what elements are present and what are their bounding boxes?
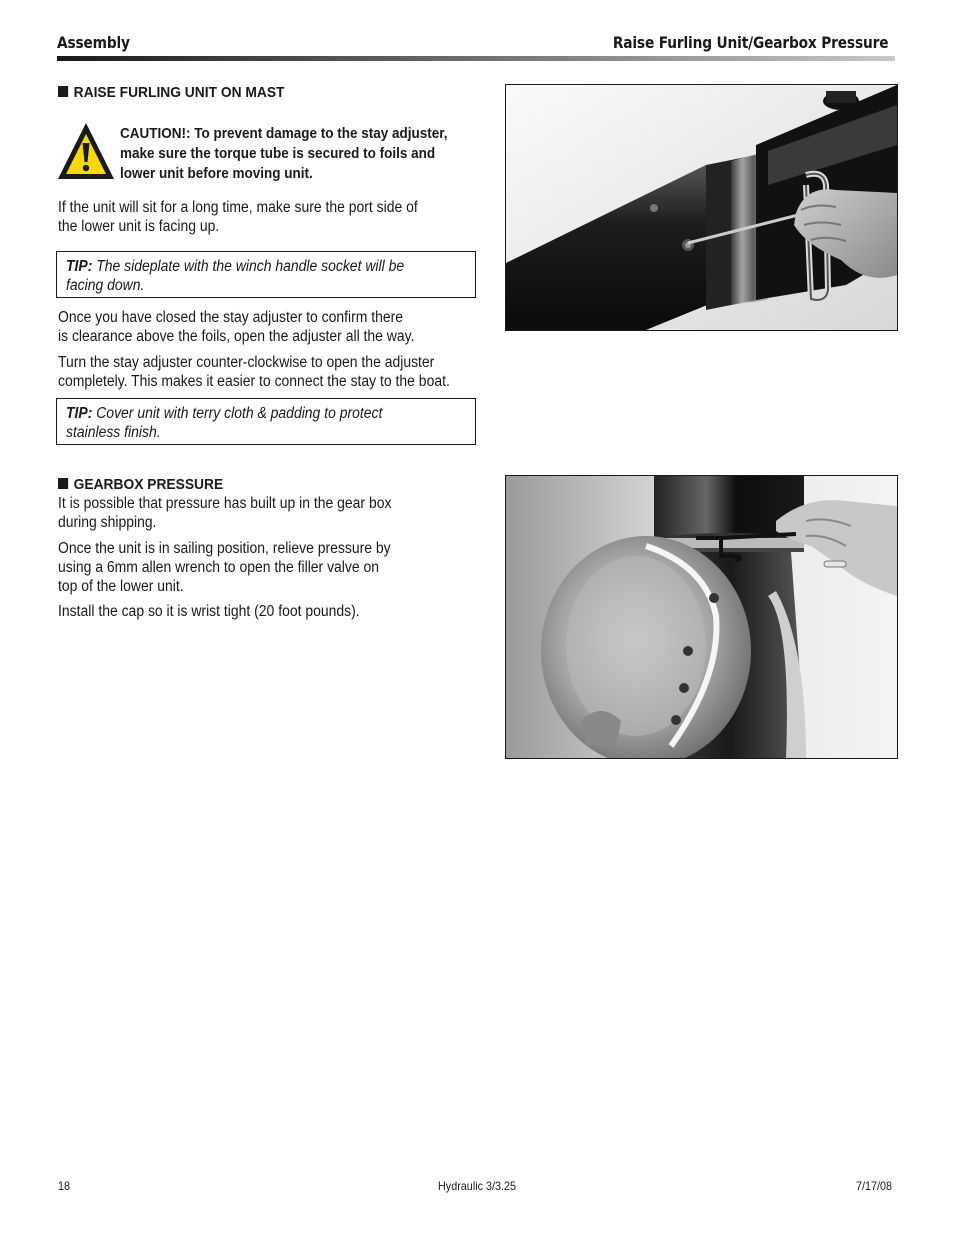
gearbox-p1-line-2: during shipping. — [58, 514, 157, 531]
gearbox-paragraph-1 — [58, 494, 391, 532]
tip-2-label: TIP: — [66, 405, 93, 422]
raise-p1-line-1: If the unit will sit for a long time, make sure the port side of — [58, 199, 418, 216]
raise-p2-line-2: is clearance above the foils, open the adjuster all the way. — [58, 328, 415, 345]
tip-1-label: TIP: — [66, 258, 93, 275]
tip-2-line-1: Cover unit with terry cloth & padding to protect — [96, 405, 383, 422]
tip-box-1 — [56, 251, 476, 298]
gearbox-paragraph-2 — [58, 539, 391, 596]
tip-2-line-2: stainless finish. — [66, 424, 161, 441]
raise-p2-line-1: Once you have closed the stay adjuster to confirm there — [58, 309, 404, 326]
raise-p3-line-1: Turn the stay adjuster counter-clockwise to open the adjuster — [58, 354, 435, 371]
footer-page-number: 18 — [58, 1179, 71, 1193]
gearbox-heading-text: GEARBOX PRESSURE — [73, 476, 224, 493]
tip-1-line-1: The sideplate with the winch handle socket will be — [96, 258, 405, 275]
tip-2-text — [66, 404, 462, 442]
header-rule — [57, 56, 895, 61]
torque-tube-photo — [505, 84, 898, 331]
caution-line-3: lower unit before moving unit. — [120, 165, 313, 182]
gearbox-p2-line-2: using a 6mm allen wrench to open the filler valve on — [58, 559, 380, 576]
gearbox-p2-line-3: top of the lower unit. — [58, 578, 184, 595]
raise-section-heading — [58, 84, 284, 101]
gearbox-paragraph-3 — [58, 602, 360, 621]
gearbox-section-heading — [58, 476, 223, 493]
gearbox-p2-line-1: Once the unit is in sailing position, relieve pressure by — [58, 540, 391, 557]
raise-heading-text: RAISE FURLING UNIT ON MAST — [73, 84, 285, 101]
header-page-title: Raise Furling Unit/Gearbox Pressure — [612, 33, 888, 52]
raise-paragraph-3 — [58, 353, 450, 391]
tip-box-2 — [56, 398, 476, 445]
footer-date: 7/17/08 — [855, 1179, 892, 1193]
caution-line-1: CAUTION!: To prevent damage to the stay adjuster, — [120, 125, 448, 142]
raise-paragraph-1 — [58, 198, 418, 236]
gearbox-p3-line-1: Install the cap so it is wrist tight (20 foot pounds). — [58, 603, 360, 620]
caution-message — [120, 124, 462, 184]
square-bullet-icon — [58, 86, 68, 97]
raise-p1-line-2: the lower unit is facing up. — [58, 218, 220, 235]
gearbox-p1-line-1: It is possible that pressure has built up in the gear box — [58, 495, 392, 512]
raise-p3-line-2: completely. This makes it easier to connect the stay to the boat. — [58, 373, 450, 390]
caution-line-2: make sure the torque tube is secured to foils and — [120, 145, 436, 162]
square-bullet-icon — [58, 478, 68, 489]
caution-triangle-icon — [56, 121, 116, 181]
footer-model: Hydraulic 3/3.25 — [438, 1179, 517, 1193]
header-section-label: Assembly — [57, 33, 130, 52]
tip-1-line-2: facing down. — [66, 277, 145, 294]
raise-paragraph-2 — [58, 308, 414, 346]
tip-1-text — [66, 257, 462, 295]
gearbox-photo — [505, 475, 898, 759]
